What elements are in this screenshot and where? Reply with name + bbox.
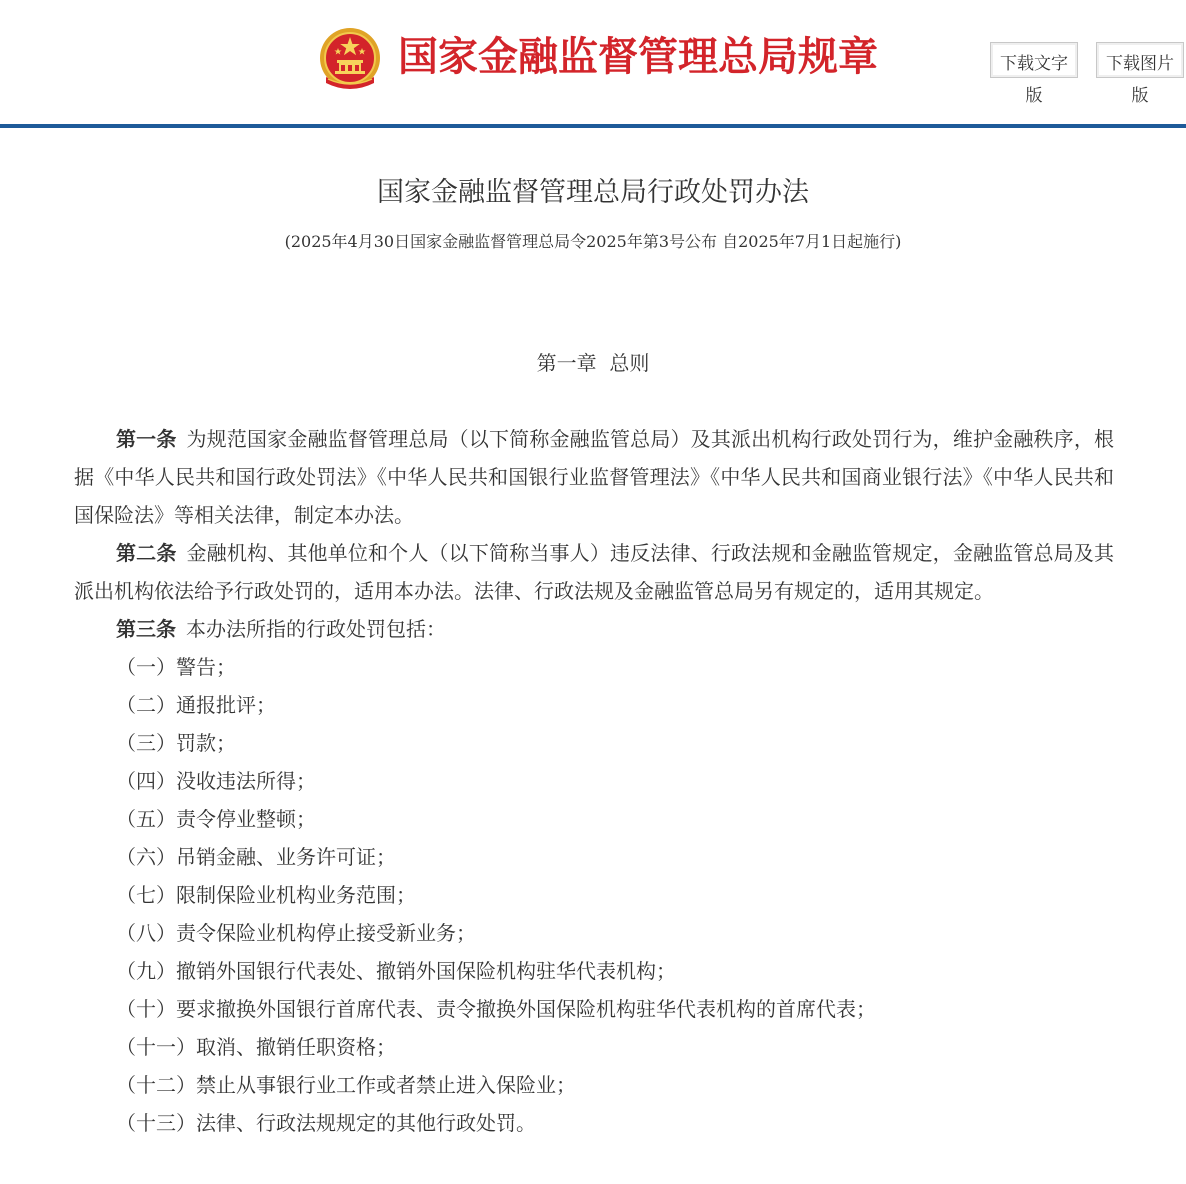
article-text: 本办法所指的行政处罚包括：: [186, 617, 446, 641]
site-title: 国家金融监督管理总局规章: [398, 34, 878, 80]
chapter-heading: 第一章 总则: [536, 351, 650, 375]
download-image-label-suffix: 版: [1131, 86, 1149, 106]
penalty-item: （六）吊销金融、业务许可证；: [116, 845, 396, 869]
penalty-item: （七）限制保险业机构业务范围；: [116, 883, 416, 907]
download-text-label-suffix: 版: [1025, 86, 1043, 106]
penalty-item: （十二）禁止从事银行业工作或者禁止进入保险业；: [116, 1073, 576, 1097]
article-number: 第二条: [116, 541, 177, 565]
document-body: [74, 420, 1114, 1142]
penalty-item: （五）责令停业整顿；: [116, 807, 316, 831]
download-text-version-button[interactable]: [990, 42, 1078, 106]
document-title: 国家金融监督管理总局行政处罚办法: [377, 177, 809, 208]
article-number: 第三条: [116, 617, 176, 641]
document-subtitle: (2025年4月30日国家金融监督管理总局令2025年第3号公布 自2025年7月1日起施行): [284, 232, 902, 251]
download-image-version-button[interactable]: [1096, 42, 1184, 106]
header-divider: [0, 124, 1186, 128]
article-2: [74, 534, 1114, 610]
article-1: [74, 420, 1114, 534]
penalty-item: （十）要求撤换外国银行首席代表、责令撤换外国保险机构驻华代表机构的首席代表；: [116, 997, 876, 1021]
article-text: 为规范国家金融监督管理总局（以下简称金融监管总局）及其派出机构行政处罚行为，维护金融秩序，根据《中华人民共和国行政处罚法》《中华人民共和国银行业监督管理法》《中华人民共和国商业银行法》《中华人民共和国保险法》等相关法律，制定本办法。: [74, 427, 1114, 527]
article-3: [74, 610, 1114, 648]
penalty-item: （九）撤销外国银行代表处、撤销外国保险机构驻华代表机构；: [116, 959, 676, 983]
penalty-item: （十三）法律、行政法规规定的其他行政处罚。: [116, 1111, 536, 1135]
page-header: [0, 0, 1186, 124]
download-text-label: 下载文字: [1000, 54, 1068, 74]
penalty-item: （三）罚款；: [116, 731, 236, 755]
article-text: 金融机构、其他单位和个人（以下简称当事人）违反法律、行政法规和金融监管规定，金融监管总局及其派出机构依法给予行政处罚的，适用本办法。法律、行政法规及金融监管总局另有规定的，适用其规定。: [74, 541, 1114, 603]
article-number: 第一条: [116, 427, 177, 451]
penalty-item: （十一）取消、撤销任职资格；: [116, 1035, 396, 1059]
national-emblem-icon: [318, 27, 382, 93]
penalty-item: （八）责令保险业机构停止接受新业务；: [116, 921, 476, 945]
penalty-item: （四）没收违法所得；: [116, 769, 316, 793]
download-image-label: 下载图片: [1106, 54, 1174, 74]
penalty-item: （二）通报批评；: [116, 693, 276, 717]
penalty-item: （一）警告；: [116, 655, 236, 679]
